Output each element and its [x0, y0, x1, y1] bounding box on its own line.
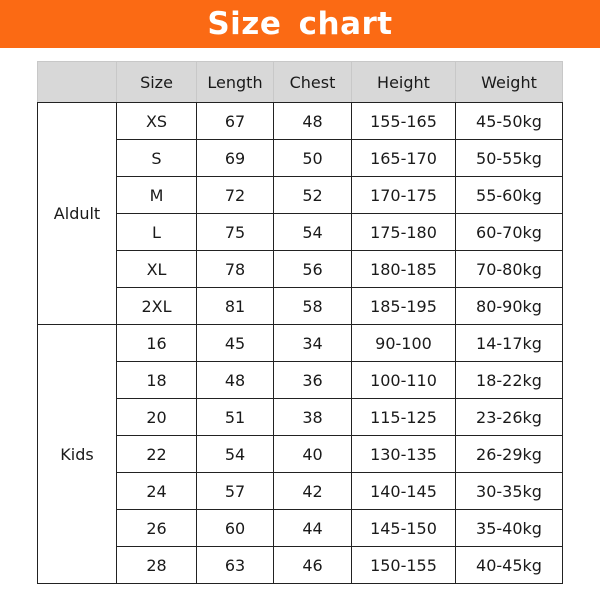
table-row [38, 547, 563, 584]
header-cell-length: Length [197, 62, 274, 103]
header-cell-size: Size [117, 62, 197, 103]
table-body [38, 103, 563, 584]
table-cell-height: 115-125 [352, 399, 456, 436]
table-cell-weight: 55-60kg [456, 177, 563, 214]
table-cell-size: 2XL [117, 288, 197, 325]
table-cell-chest: 48 [274, 103, 352, 140]
table-cell-weight: 14-17kg [456, 325, 563, 362]
table-cell-length: 51 [197, 399, 274, 436]
table-cell-length: 69 [197, 140, 274, 177]
table-cell-weight: 40-45kg [456, 547, 563, 584]
table-cell-length: 45 [197, 325, 274, 362]
table-cell-size: L [117, 214, 197, 251]
table-cell-weight: 50-55kg [456, 140, 563, 177]
table-header [38, 62, 563, 103]
table-cell-height: 165-170 [352, 140, 456, 177]
table-cell-weight: 45-50kg [456, 103, 563, 140]
table-cell-height: 155-165 [352, 103, 456, 140]
table-cell-size: 16 [117, 325, 197, 362]
table-cell-height: 140-145 [352, 473, 456, 510]
table-cell-chest: 50 [274, 140, 352, 177]
table-cell-length: 81 [197, 288, 274, 325]
table-cell-height: 180-185 [352, 251, 456, 288]
table-row [38, 103, 563, 140]
table-cell-chest: 58 [274, 288, 352, 325]
table-row [38, 510, 563, 547]
table-row [38, 251, 563, 288]
table-cell-length: 63 [197, 547, 274, 584]
table-cell-height: 100-110 [352, 362, 456, 399]
table-row [38, 325, 563, 362]
table-cell-weight: 23-26kg [456, 399, 563, 436]
table-cell-chest: 34 [274, 325, 352, 362]
table-cell-chest: 56 [274, 251, 352, 288]
table-cell-chest: 52 [274, 177, 352, 214]
table-cell-height: 185-195 [352, 288, 456, 325]
header-row [38, 62, 563, 103]
header-cell-chest: Chest [274, 62, 352, 103]
table-cell-size: 18 [117, 362, 197, 399]
page-title: Size chart [207, 6, 393, 42]
title-banner [0, 0, 600, 48]
table-cell-length: 57 [197, 473, 274, 510]
table-cell-chest: 42 [274, 473, 352, 510]
size-chart-table [37, 61, 563, 584]
header-cell-height: Height [352, 62, 456, 103]
header-cell-weight: Weight [456, 62, 563, 103]
table-row [38, 288, 563, 325]
header-cell-group [38, 62, 117, 103]
table-cell-weight: 26-29kg [456, 436, 563, 473]
group-label-cell: Kids [38, 325, 117, 584]
table-row [38, 436, 563, 473]
table-cell-length: 54 [197, 436, 274, 473]
table-cell-chest: 40 [274, 436, 352, 473]
table-cell-chest: 38 [274, 399, 352, 436]
table-cell-weight: 30-35kg [456, 473, 563, 510]
table-cell-chest: 36 [274, 362, 352, 399]
table-cell-length: 75 [197, 214, 274, 251]
table-cell-height: 175-180 [352, 214, 456, 251]
table-cell-height: 150-155 [352, 547, 456, 584]
table-cell-length: 60 [197, 510, 274, 547]
table-cell-size: 28 [117, 547, 197, 584]
table-cell-size: 22 [117, 436, 197, 473]
table-cell-chest: 54 [274, 214, 352, 251]
table-row [38, 399, 563, 436]
table-cell-size: M [117, 177, 197, 214]
table-cell-size: S [117, 140, 197, 177]
table-cell-length: 67 [197, 103, 274, 140]
table-cell-length: 72 [197, 177, 274, 214]
table-cell-size: 24 [117, 473, 197, 510]
table-cell-weight: 18-22kg [456, 362, 563, 399]
table-cell-weight: 70-80kg [456, 251, 563, 288]
table-cell-chest: 44 [274, 510, 352, 547]
table-row [38, 362, 563, 399]
table-cell-length: 48 [197, 362, 274, 399]
table-cell-weight: 80-90kg [456, 288, 563, 325]
table-cell-chest: 46 [274, 547, 352, 584]
table-cell-height: 170-175 [352, 177, 456, 214]
table-cell-size: XL [117, 251, 197, 288]
table-cell-weight: 60-70kg [456, 214, 563, 251]
table-cell-weight: 35-40kg [456, 510, 563, 547]
table-row [38, 140, 563, 177]
table-row [38, 473, 563, 510]
table-cell-size: 26 [117, 510, 197, 547]
table-row [38, 214, 563, 251]
table-cell-height: 130-135 [352, 436, 456, 473]
table-cell-length: 78 [197, 251, 274, 288]
table-cell-size: XS [117, 103, 197, 140]
table-cell-size: 20 [117, 399, 197, 436]
table-cell-height: 90-100 [352, 325, 456, 362]
table-row [38, 177, 563, 214]
table-cell-height: 145-150 [352, 510, 456, 547]
group-label-cell: Aldult [38, 103, 117, 325]
